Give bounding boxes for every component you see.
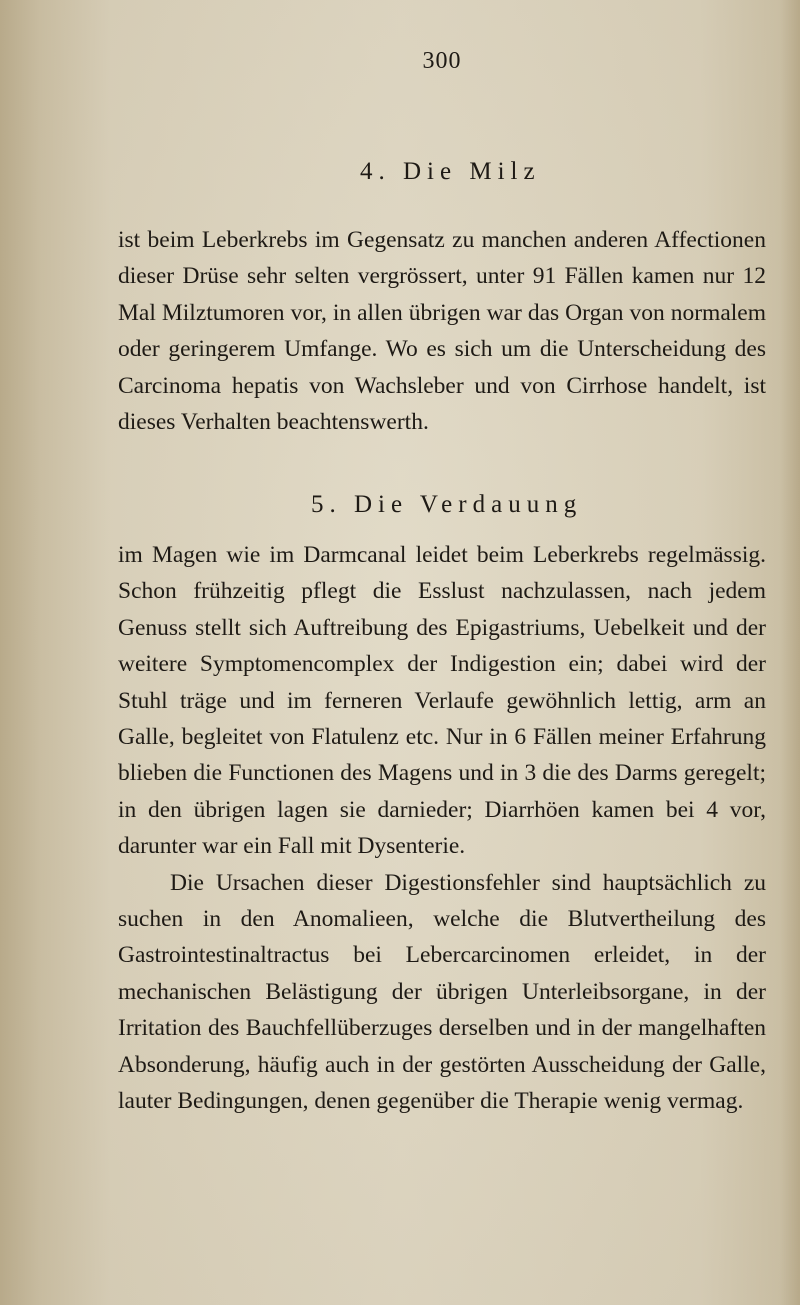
paragraph: Die Ursachen dieser Digestionsfehler sind hauptsächlich zu suchen in den Anomalieen, welche die Blutvertheilung des Gastrointestinaltractus bei Lebercarcinomen erleidet, in der mechanischen Belästigung der übrigen Unterleibsorgane, in der Irritation des Bauchfellüberzuges derselben und in der mangelhaften Absonderung, häufig auch in der gestörten Ausscheidung der Galle, lauter Bedingungen, denen gegenüber die Therapie wenig vermag. — [118, 869, 766, 1115]
paragraph: ist beim Leberkrebs im Gegensatz zu manchen anderen Affectionen dieser Drüse sehr selten vergrössert, unter 91 Fällen kamen nur 12 Mal Milztumoren vor, in allen übrigen war das Organ von normalem oder geringerem Umfange. Wo es sich um die Unterscheidung des Carcinoma hepatis von Wachsleber und von Cirrhose handelt, ist dieses Verhalten beachtenswerth. — [118, 227, 766, 436]
section-heading-verdauung: 5. Die Verdauung — [311, 491, 583, 518]
paragraph: im Magen wie im Darmcanal leidet beim Leberkrebs regelmässig. Schon frühzeitig pflegt die Esslust nachzulassen, nach jedem Genuss stellt sich Auftreibung des Epigastriums, Uebelkeit und der weitere Symptomencomplex der Indigestion ein; dabei wird der Stuhl träge und im ferneren Verlaufe gewöhnlich lettig, arm an Galle, begleitet von Flatulenz etc. Nur in 6 Fällen meiner Erfahrung blieben die Functionen des Magens und in 3 die des Darms geregelt; in den übrigen lagen sie darnieder; Diarrhöen kamen bei 4 vor, darunter war ein Fall mit Dysenterie. — [118, 542, 766, 860]
page-number: 300 — [422, 48, 462, 74]
section-heading-milz: 4. Die Milz — [360, 158, 541, 185]
section-body-milz — [118, 222, 766, 440]
section-body-verdauung — [118, 537, 766, 1120]
